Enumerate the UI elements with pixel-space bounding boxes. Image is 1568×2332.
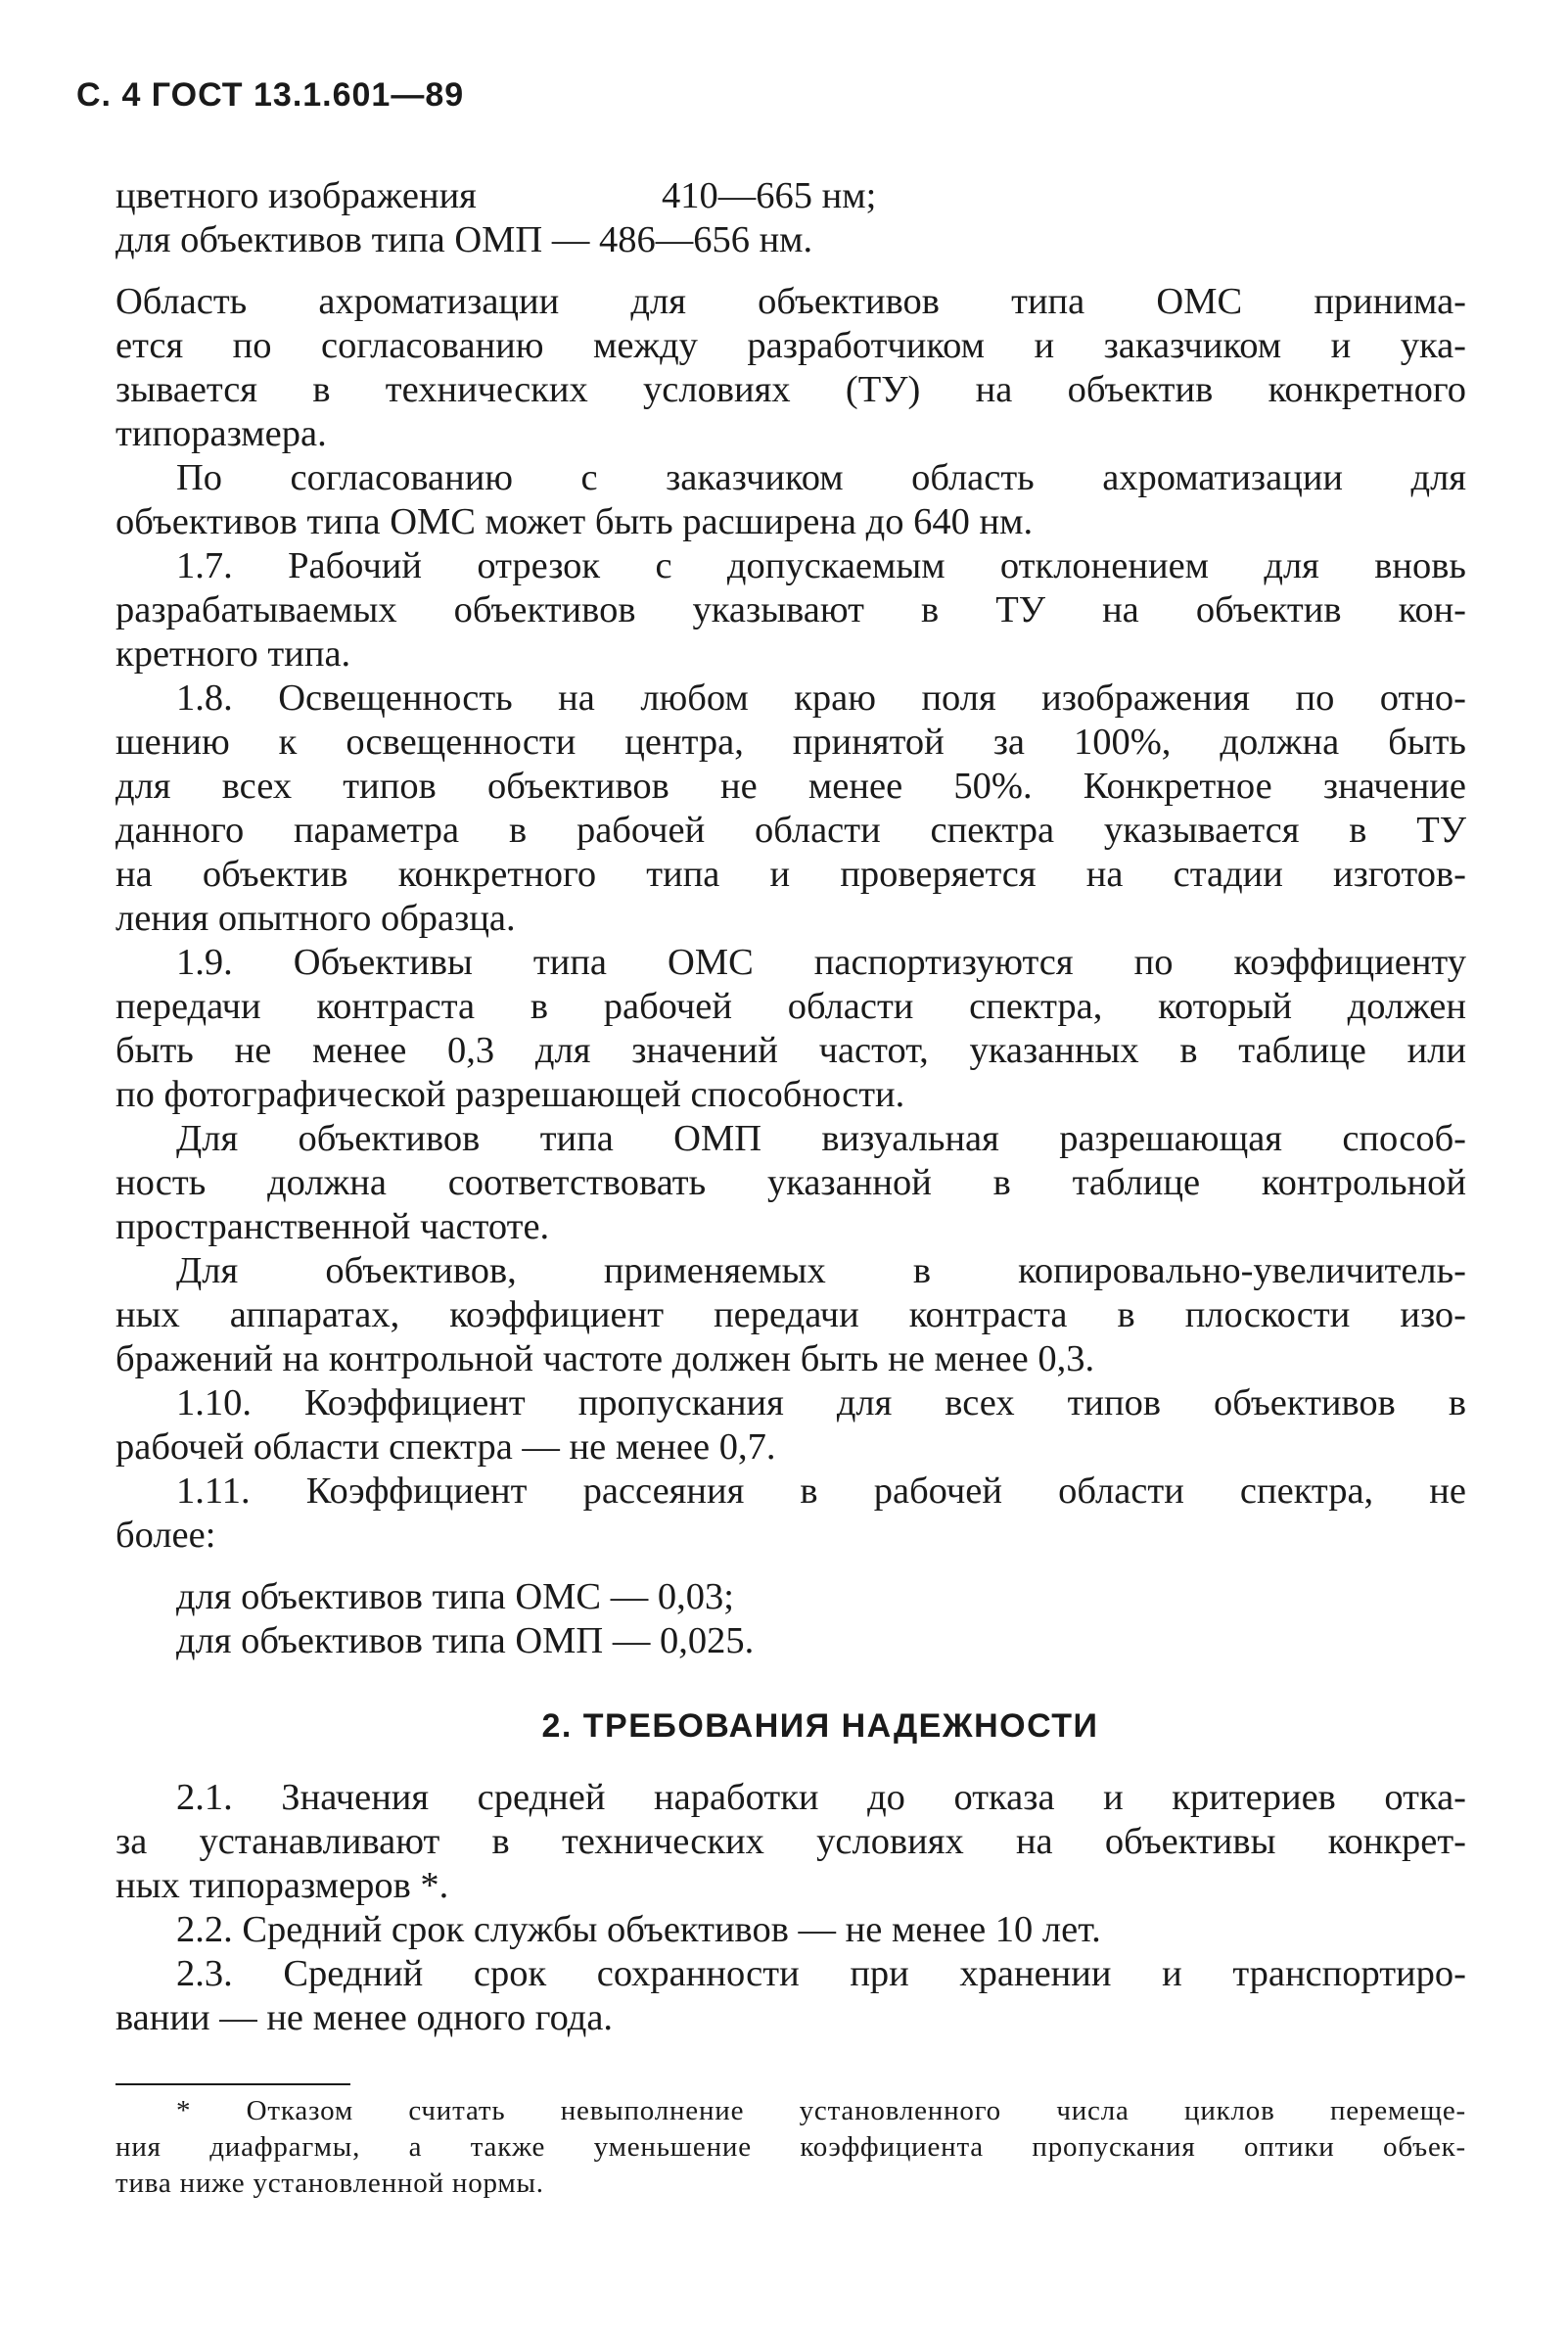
footnote-line: тива ниже установленной нормы. <box>115 2168 544 2199</box>
text-line: 1.10. Коэффициент пропускания для всех типов объективов в <box>176 1382 1466 1423</box>
text-line: 2.1. Значения средней наработки до отказа и критериев отка- <box>176 1777 1466 1818</box>
text-line: типоразмера. <box>115 413 327 454</box>
section-title-reliability: 2. ТРЕБОВАНИЯ НАДЕЖНОСТИ <box>541 1707 1099 1745</box>
text-line: 1.9. Объективы типа ОМС паспортизуются по коэффициенту <box>176 942 1466 983</box>
scattering-values <box>115 1575 1466 1663</box>
paragraph-achromatization <box>115 280 1466 456</box>
footnote <box>115 2093 1466 2202</box>
spec-range-color <box>115 174 1466 218</box>
text-line: для всех типов объективов не менее 50%. Конкретное значение <box>115 766 1466 807</box>
running-header: С. 4 ГОСТ 13.1.601—89 <box>76 76 465 114</box>
text-line: рабочей области спектра — не менее 0,7. <box>115 1426 776 1468</box>
paragraph-1-8 <box>115 676 1466 941</box>
text-line: По согласованию с заказчиком область ахроматизации для <box>176 457 1466 498</box>
text-line: за устанавливают в технических условиях на объективы конкрет- <box>115 1821 1466 1862</box>
text-line: вании — не менее одного года. <box>115 1997 614 2038</box>
paragraph-2-2 <box>115 1908 1466 1952</box>
paragraph-1-11 <box>115 1469 1466 1558</box>
footnote-divider <box>115 2083 350 2085</box>
spec-range-value: 410—665 нм; <box>662 175 877 216</box>
spec-range-label: цветного изображения <box>115 175 477 216</box>
text-line: ных аппаратах, коэффициент передачи контраста в плоскости изо- <box>115 1294 1466 1335</box>
text-line: передачи контраста в рабочей области спектра, который должен <box>115 986 1466 1027</box>
paragraph-omp-resolution <box>115 1117 1466 1249</box>
text-line: 2.3. Средний срок сохранности при хранении и транспортиро- <box>176 1953 1466 1994</box>
text-line: быть не менее 0,3 для значений частот, указанных в таблице или <box>115 1030 1466 1071</box>
text-line: шению к освещенности центра, принятой за 100%, должна быть <box>115 722 1466 763</box>
text-line: ления опытного образца. <box>115 898 516 939</box>
paragraph-copy-devices <box>115 1249 1466 1381</box>
spec-range-omp: для объективов типа ОМП — 486—656 нм. <box>115 219 813 260</box>
paragraph-2-1 <box>115 1776 1466 1908</box>
paragraph-2-3 <box>115 1952 1466 2040</box>
text-line: Для объективов типа ОМП визуальная разрешающая способ- <box>176 1118 1466 1159</box>
text-line: кретного типа. <box>115 633 351 675</box>
text-line: бражений на контрольной частоте должен быть не менее 0,3. <box>115 1338 1095 1379</box>
text-line: зывается в технических условиях (ТУ) на объектив конкретного <box>115 369 1466 410</box>
text-line: для объективов типа ОМП — 0,025. <box>176 1620 755 1661</box>
text-line: на объектив конкретного типа и проверяется на стадии изготов- <box>115 854 1466 895</box>
text-line: ность должна соответствовать указанной в таблице контрольной <box>115 1162 1466 1203</box>
paragraph-1-7 <box>115 544 1466 676</box>
text-line: для объективов типа ОМС — 0,03; <box>176 1576 734 1617</box>
main-text <box>115 174 1466 2040</box>
text-line: данного параметра в рабочей области спектра указывается в ТУ <box>115 810 1466 851</box>
text-line: 2.2. Средний срок службы объективов — не менее 10 лет. <box>176 1909 1101 1950</box>
text-line: Область ахроматизации для объективов типа ОМС принима- <box>115 281 1466 322</box>
footnote-line: * Отказом считать невыполнение установленного числа циклов перемеще- <box>176 2095 1466 2126</box>
text-line: 1.11. Коэффициент рассеяния в рабочей области спектра, не <box>176 1470 1466 1512</box>
text-line: Для объективов, применяемых в копировально-увеличитель- <box>176 1250 1466 1291</box>
text-line: пространственной частоте. <box>115 1206 550 1247</box>
text-line: более: <box>115 1515 216 1556</box>
text-line: объективов типа ОМС может быть расширена до 640 нм. <box>115 501 1034 542</box>
text-line: 1.8. Освещенность на любом краю поля изображения по отно- <box>176 677 1466 719</box>
paragraph-1-9 <box>115 941 1466 1117</box>
text-line: ных типоразмеров *. <box>115 1865 449 1906</box>
text-line: разрабатываемых объективов указывают в ТУ на объектив кон- <box>115 589 1466 630</box>
text-line: 1.7. Рабочий отрезок с допускаемым отклонением для вновь <box>176 545 1466 586</box>
paragraph-1-10 <box>115 1381 1466 1469</box>
paragraph-agreement <box>115 456 1466 544</box>
text-line: ется по согласованию между разработчиком и заказчиком и ука- <box>115 325 1466 366</box>
footnote-line: ния диафрагмы, а также уменьшение коэффициента пропускания оптики объек- <box>115 2131 1466 2163</box>
text-line: по фотографической разрешающей способности. <box>115 1074 905 1115</box>
